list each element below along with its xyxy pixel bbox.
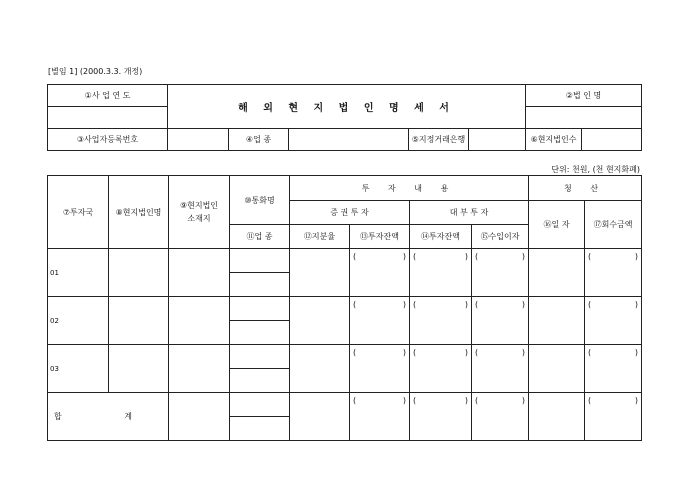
paren-open: (: [413, 252, 417, 261]
paren-open: (: [353, 348, 357, 357]
interest-cell[interactable]: [472, 249, 529, 297]
currency-cell[interactable]: [230, 345, 290, 369]
share-cell[interactable]: [290, 345, 350, 393]
paren-open: (: [588, 300, 592, 309]
paren-close: ): [464, 348, 468, 357]
inv-bal2-cell[interactable]: [410, 249, 472, 297]
inv-bal2-cell[interactable]: [410, 297, 472, 345]
industry-field[interactable]: [289, 129, 409, 151]
reg-no-label: ③사업자등록번호: [48, 129, 168, 151]
share-cell[interactable]: [290, 249, 350, 297]
total-date-cell[interactable]: [529, 393, 585, 441]
paren-open: (: [475, 396, 479, 405]
paren-open: (: [588, 396, 592, 405]
col-invest: 투 자 내 용: [290, 176, 529, 201]
col-loan: 대 부 투 자: [410, 201, 529, 225]
industry-cell[interactable]: [230, 273, 290, 297]
col-recovered: ⑰회수금액: [585, 201, 642, 249]
inv-bal-cell[interactable]: [350, 345, 410, 393]
corp-name-label: ②법 인 명: [526, 85, 642, 107]
total-label: 합 계: [48, 393, 169, 441]
paren-open: (: [475, 348, 479, 357]
paren-open: (: [353, 300, 357, 309]
paren-close: ): [464, 396, 468, 405]
paren-close: ): [521, 396, 526, 405]
inv-bal-cell[interactable]: [350, 297, 410, 345]
location-cell[interactable]: [169, 345, 230, 393]
paren-close: ): [464, 252, 468, 261]
total-inv-bal2-cell[interactable]: [410, 393, 472, 441]
paren-close: ): [634, 252, 639, 261]
detail-table: [47, 175, 642, 441]
col-currency: ⑩통화명: [230, 176, 290, 225]
local-corp-cell[interactable]: [109, 249, 169, 297]
paren-open: (: [475, 300, 479, 309]
paren-open: (: [413, 348, 417, 357]
local-corp-cell[interactable]: [109, 345, 169, 393]
form-title: 해 외 현 지 법 인 명 세 서: [168, 85, 526, 129]
col-liquidation: 청 산: [529, 176, 642, 201]
share-cell[interactable]: [290, 297, 350, 345]
paren-close: ): [402, 252, 406, 261]
industry-cell[interactable]: [230, 369, 290, 393]
col-share: ⑫지분율: [290, 225, 350, 249]
paren-close: ): [521, 348, 526, 357]
business-year-label: ①사 업 연 도: [48, 85, 168, 107]
row-no: 01: [48, 249, 109, 297]
location-cell[interactable]: [169, 297, 230, 345]
total-currency-cell[interactable]: [230, 393, 290, 417]
col-location: ⑨현지법인 소재지: [169, 176, 230, 249]
corp-name-field[interactable]: [526, 107, 642, 129]
paren-close: ): [402, 396, 406, 405]
col-inv-bal2: ⑭투자잔액: [410, 225, 472, 249]
form-note: [별임 1] (2000.3.3. 개정): [48, 67, 143, 76]
date-cell[interactable]: [529, 297, 585, 345]
paren-open: (: [413, 396, 417, 405]
currency-cell[interactable]: [230, 297, 290, 321]
industry-label: ④업 종: [229, 129, 289, 151]
date-cell[interactable]: [529, 249, 585, 297]
total-recovered-cell[interactable]: [585, 393, 642, 441]
industry-cell[interactable]: [230, 321, 290, 345]
paren-close: ): [521, 300, 526, 309]
recovered-cell[interactable]: [585, 297, 642, 345]
inv-bal2-cell[interactable]: [410, 345, 472, 393]
num-corps-field[interactable]: [582, 129, 642, 151]
paren-open: (: [353, 252, 357, 261]
col-inv-bal: ⑬투자잔액: [350, 225, 410, 249]
num-corps-label: ⑥현지법인수: [526, 129, 582, 151]
bank-label: ⑤지정거래은행: [409, 129, 469, 151]
header-table: [47, 84, 642, 151]
row-no: 03: [48, 345, 109, 393]
paren-open: (: [413, 300, 417, 309]
business-year-field[interactable]: [48, 107, 168, 129]
recovered-cell[interactable]: [585, 249, 642, 297]
col-interest: ⑮수입이자: [472, 225, 529, 249]
paren-open: (: [353, 396, 357, 405]
local-corp-cell[interactable]: [109, 297, 169, 345]
total-interest-cell[interactable]: [472, 393, 529, 441]
paren-open: (: [588, 252, 592, 261]
total-share-cell[interactable]: [290, 393, 350, 441]
col-securities: 증 권 투 자: [290, 201, 410, 225]
paren-close: ): [402, 300, 406, 309]
interest-cell[interactable]: [472, 345, 529, 393]
interest-cell[interactable]: [472, 297, 529, 345]
col-country: ⑦투자국: [48, 176, 109, 249]
row-no: 02: [48, 297, 109, 345]
inv-bal-cell[interactable]: [350, 249, 410, 297]
col-local-corp-name: ⑧현지법인명: [109, 176, 169, 249]
paren-close: ): [634, 396, 639, 405]
paren-close: ): [634, 300, 639, 309]
col-date: ⑯일 자: [529, 201, 585, 249]
date-cell[interactable]: [529, 345, 585, 393]
total-inv-bal-cell[interactable]: [350, 393, 410, 441]
paren-open: (: [475, 252, 479, 261]
reg-no-field[interactable]: [168, 129, 229, 151]
col-industry: ⑪업 종: [230, 225, 290, 249]
total-industry-cell[interactable]: [230, 417, 290, 441]
paren-close: ): [464, 300, 468, 309]
location-cell[interactable]: [169, 249, 230, 297]
currency-cell[interactable]: [230, 249, 290, 273]
paren-close: ): [634, 348, 639, 357]
bank-field[interactable]: [469, 129, 526, 151]
total-location-cell: [169, 393, 230, 441]
recovered-cell[interactable]: [585, 345, 642, 393]
paren-open: (: [588, 348, 592, 357]
paren-close: ): [402, 348, 406, 357]
unit-label: 단위: 천원, (천 현지화폐): [551, 165, 640, 174]
paren-close: ): [521, 252, 526, 261]
